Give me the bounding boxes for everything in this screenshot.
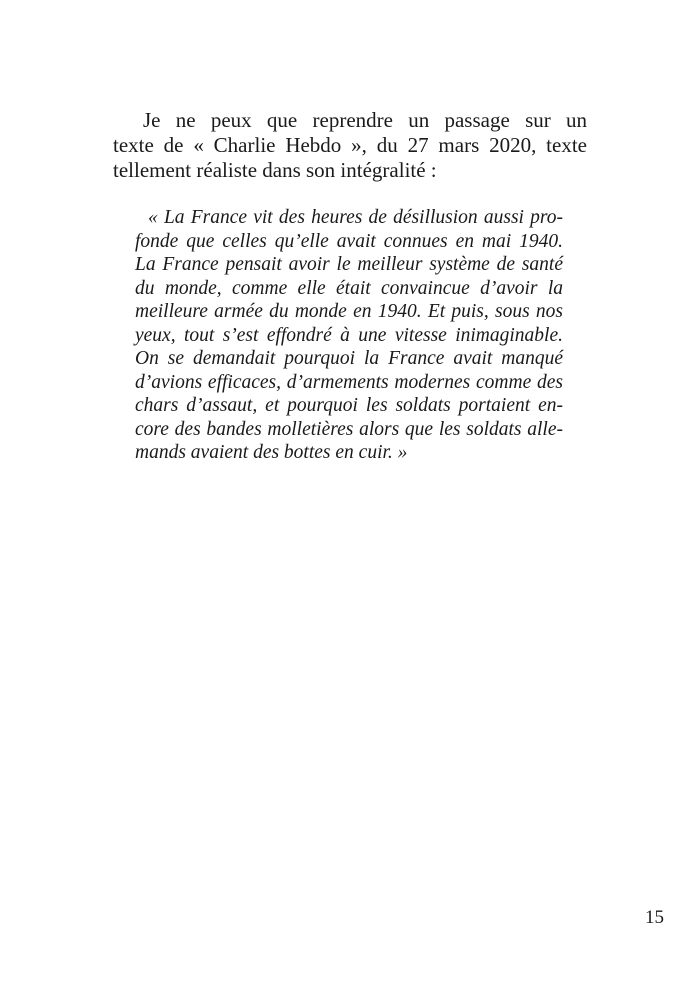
- quote-line: « La France vit des heures de désillusion aussi pro-: [148, 207, 563, 228]
- quote-line: mands avaient des bottes en cuir. »: [135, 442, 408, 463]
- quote-line: d’avions efficaces, d’armements modernes comme des: [135, 371, 563, 393]
- intro-line: tellement réaliste dans son intégralité :: [113, 158, 437, 182]
- page-number: 15: [645, 907, 664, 928]
- quote-line: fonde que celles qu’elle avait connues en mai 1940.: [135, 230, 563, 252]
- intro-line: texte de « Charlie Hebdo », du 27 mars 2020, texte: [113, 133, 587, 157]
- quote-line: core des bandes molletières alors que les soldats alle-: [135, 418, 563, 440]
- quote-line: yeux, tout s’est effondré à une vitesse inimaginable.: [135, 324, 563, 346]
- quote-line: La France pensait avoir le meilleur système de santé: [135, 254, 563, 275]
- block-quotation: [135, 206, 563, 465]
- intro-paragraph: [113, 108, 587, 183]
- quote-line: chars d’assaut, et pourquoi les soldats portaient en-: [135, 395, 563, 416]
- intro-line: Je ne peux que reprendre un passage sur un: [143, 108, 587, 132]
- quote-line: du monde, comme elle était convaincue d’avoir la: [135, 277, 563, 299]
- quote-line: On se demandait pourquoi la France avait manqué: [135, 348, 563, 369]
- quote-line: meilleure armée du monde en 1940. Et puis, sous nos: [135, 301, 563, 322]
